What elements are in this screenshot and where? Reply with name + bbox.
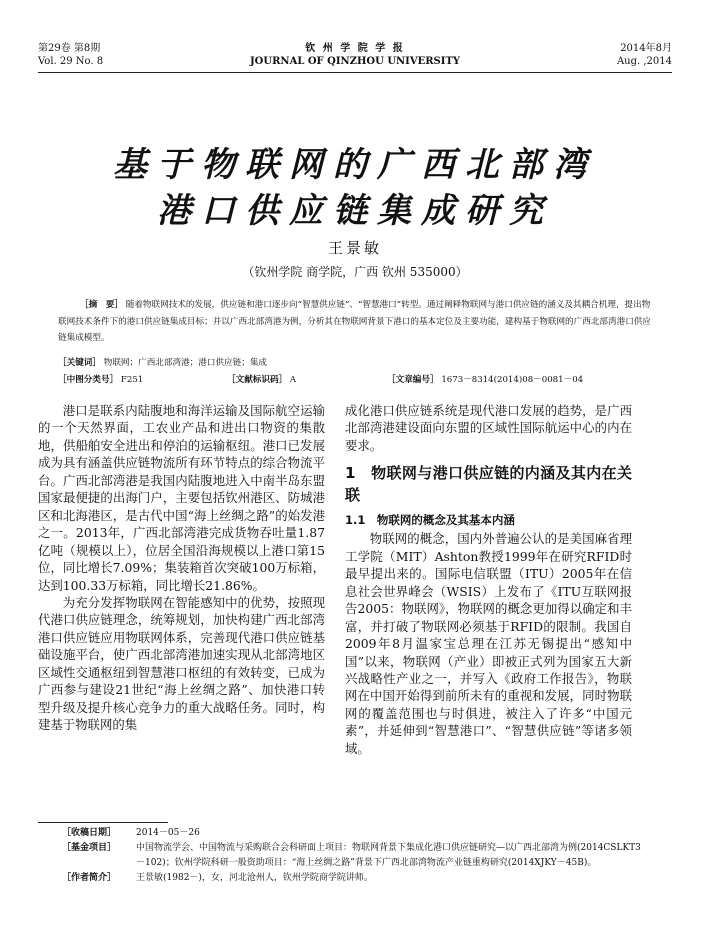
doc-code-value: A — [289, 375, 297, 385]
fund-value: 中国物流学会、中国物流与采购联合会科研面上项目：物联网背景下集成化港口供应链研究—以广西北部湾为例(2014CSLKT3－102)；钦州学院科研一般资助项目：“海上丝绸之路”背景下广西北部湾物流产业链重构研究(2014XJKY－45B)。 — [136, 843, 641, 868]
subsection-heading: 1.1 物联网的概念及其基本内涵 — [345, 513, 515, 528]
received-value: 2014－05－26 — [136, 828, 200, 838]
body-paragraph: 物联网的概念，国内外普遍公认的是美国麻省理工学院（MIT）Ashton教授1999年在研究RFID时最早提出来的。国际电信联盟（ITU）2005年在信息社会世界峰会（WSIS）上发布了《ITU互联网报告2005：物联网》，物联网的概念更加得以确定和丰富，并打破了物联网必须基于RFID的限制。我国自2009年8月温家宝总理在江苏无锡提出“感知中国”以来，物联网（产业）即被正式列为国家五大新兴战略性产业之一，并写入《政府工作报告》，物联网在中国开始得到前所未有的重视和发展，同时物联网的覆盖范围也与时俱进，被注入了许多“中国元素”，并延伸到“智慧港口”、“智慧供应链”等诸多领域。 — [345, 531, 632, 756]
keywords — [58, 355, 267, 372]
footnote-fund — [62, 841, 642, 871]
abstract-text: 随着物联网技术的发展，供应链和港口逐步向“智慧供应链”、“智慧港口”转型。通过阐释物联网与港口供应链的涵义及其耦合机理，提出物联网技术条件下的港口供应链集成目标；并以广西北部湾港为例，分析其在物联网背景下港口的基本定位及主要功能，建构基于物联网的广西北部湾港口供应链集成模型。 — [58, 300, 651, 343]
clc-number — [58, 372, 143, 389]
volume-info — [38, 42, 103, 68]
clc-label: ［中图分类号］ — [58, 375, 119, 385]
abstract — [58, 297, 658, 347]
footnote-received — [62, 826, 642, 841]
article-number-label: ［文章编号］ — [387, 375, 439, 385]
body-paragraph: 港口是联系内陆腹地和海洋运输及国际航空运输的一个天然界面，工农业产品和进出口物资的集散地，供船舶安全进出和停泊的运输枢纽。港口已发展成为具有涵盖供应链物流所有环节特点的综合物流平台。广西北部湾港是我国内陆腹地进入中南半岛东盟国家最便捷的出海门户，主要包括钦州港区、防城港区和北海港区，是古代中国“海上丝绸之路”的始发港之一。2013年，广西北部湾港完成货物吞吐量1.87亿吨（规模以上），位居全国沿海规模以上港口第15位，同比增长7.09%；集装箱首次突破100万标箱，达到100.33万标箱，同比增长21.86%。 — [38, 403, 325, 593]
section-heading: 1 物联网与港口供应链的内涵及其内在关联 — [345, 464, 632, 505]
issue-date-cn: 2014年8月 — [620, 43, 672, 54]
issue-date — [617, 42, 672, 68]
article-number-value: 1673－8314(2014)08－0081－04 — [441, 375, 584, 385]
author-bio-label: ［作者简介］ — [62, 873, 117, 883]
doc-code — [227, 372, 296, 389]
fund-label: ［基金项目］ — [62, 843, 117, 853]
footnote-author — [62, 871, 642, 886]
clc-value: F251 — [120, 375, 144, 385]
journal-name — [200, 42, 510, 68]
journal-name-cn: 钦 州 学 院 学 报 — [305, 43, 405, 54]
author-name: 王景敏 — [327, 239, 382, 257]
author-bio-value: 王景敏(1982－)，女，河北沧州人，钦州学院商学院讲师。 — [136, 873, 373, 883]
footnote-rule — [38, 822, 168, 823]
article-number — [387, 372, 583, 389]
abstract-label: ［摘 要］ — [80, 300, 123, 310]
volume-en: Vol. 29 No. 8 — [38, 56, 104, 67]
keywords-text: 物联网；广西北部湾港；港口供应链；集成 — [103, 358, 268, 368]
issue-date-en: Aug. ,2014 — [616, 56, 672, 67]
body-left-column — [38, 402, 325, 734]
doc-code-label: ［文献标识码］ — [227, 375, 288, 385]
body-paragraph: 为充分发挥物联网在智能感知中的优势，按照现代港口供应链理念，统筹规划，加快构建广西北部湾港口供应链应用物联网体系，完善现代港口供应链基础设施平台，使广西北部湾港加速实现从北部湾地区区域性交通枢纽到智慧港口枢纽的有效转变，已成为广西参与建设21世纪“海上丝绸之路”、加快港口转型升级及提升核心竞争力的重大战略任务。同时，构建基于物联网的集 — [38, 594, 325, 733]
author-affiliation: （钦州学院 商学院，广西 钦州 535000） — [242, 265, 468, 279]
body-paragraph: 成化港口供应链系统是现代港口发展的趋势，是广西北部湾港建设面向东盟的区域性国际航运中心的内在要求。 — [345, 403, 632, 453]
footnotes — [62, 826, 642, 886]
volume-cn: 第29卷 第8期 — [38, 43, 101, 54]
journal-name-en: JOURNAL OF QINZHOU UNIVERSITY — [249, 56, 461, 67]
header-rule — [38, 72, 672, 73]
keywords-label: ［关键词］ — [58, 358, 101, 368]
article-title-line2: 港口供应链集成研究 — [157, 191, 553, 231]
article-title-line1: 基于物联网的广西北部湾 — [113, 145, 597, 185]
body-right-column — [345, 402, 632, 757]
received-label: ［收稿日期］ — [62, 828, 117, 838]
